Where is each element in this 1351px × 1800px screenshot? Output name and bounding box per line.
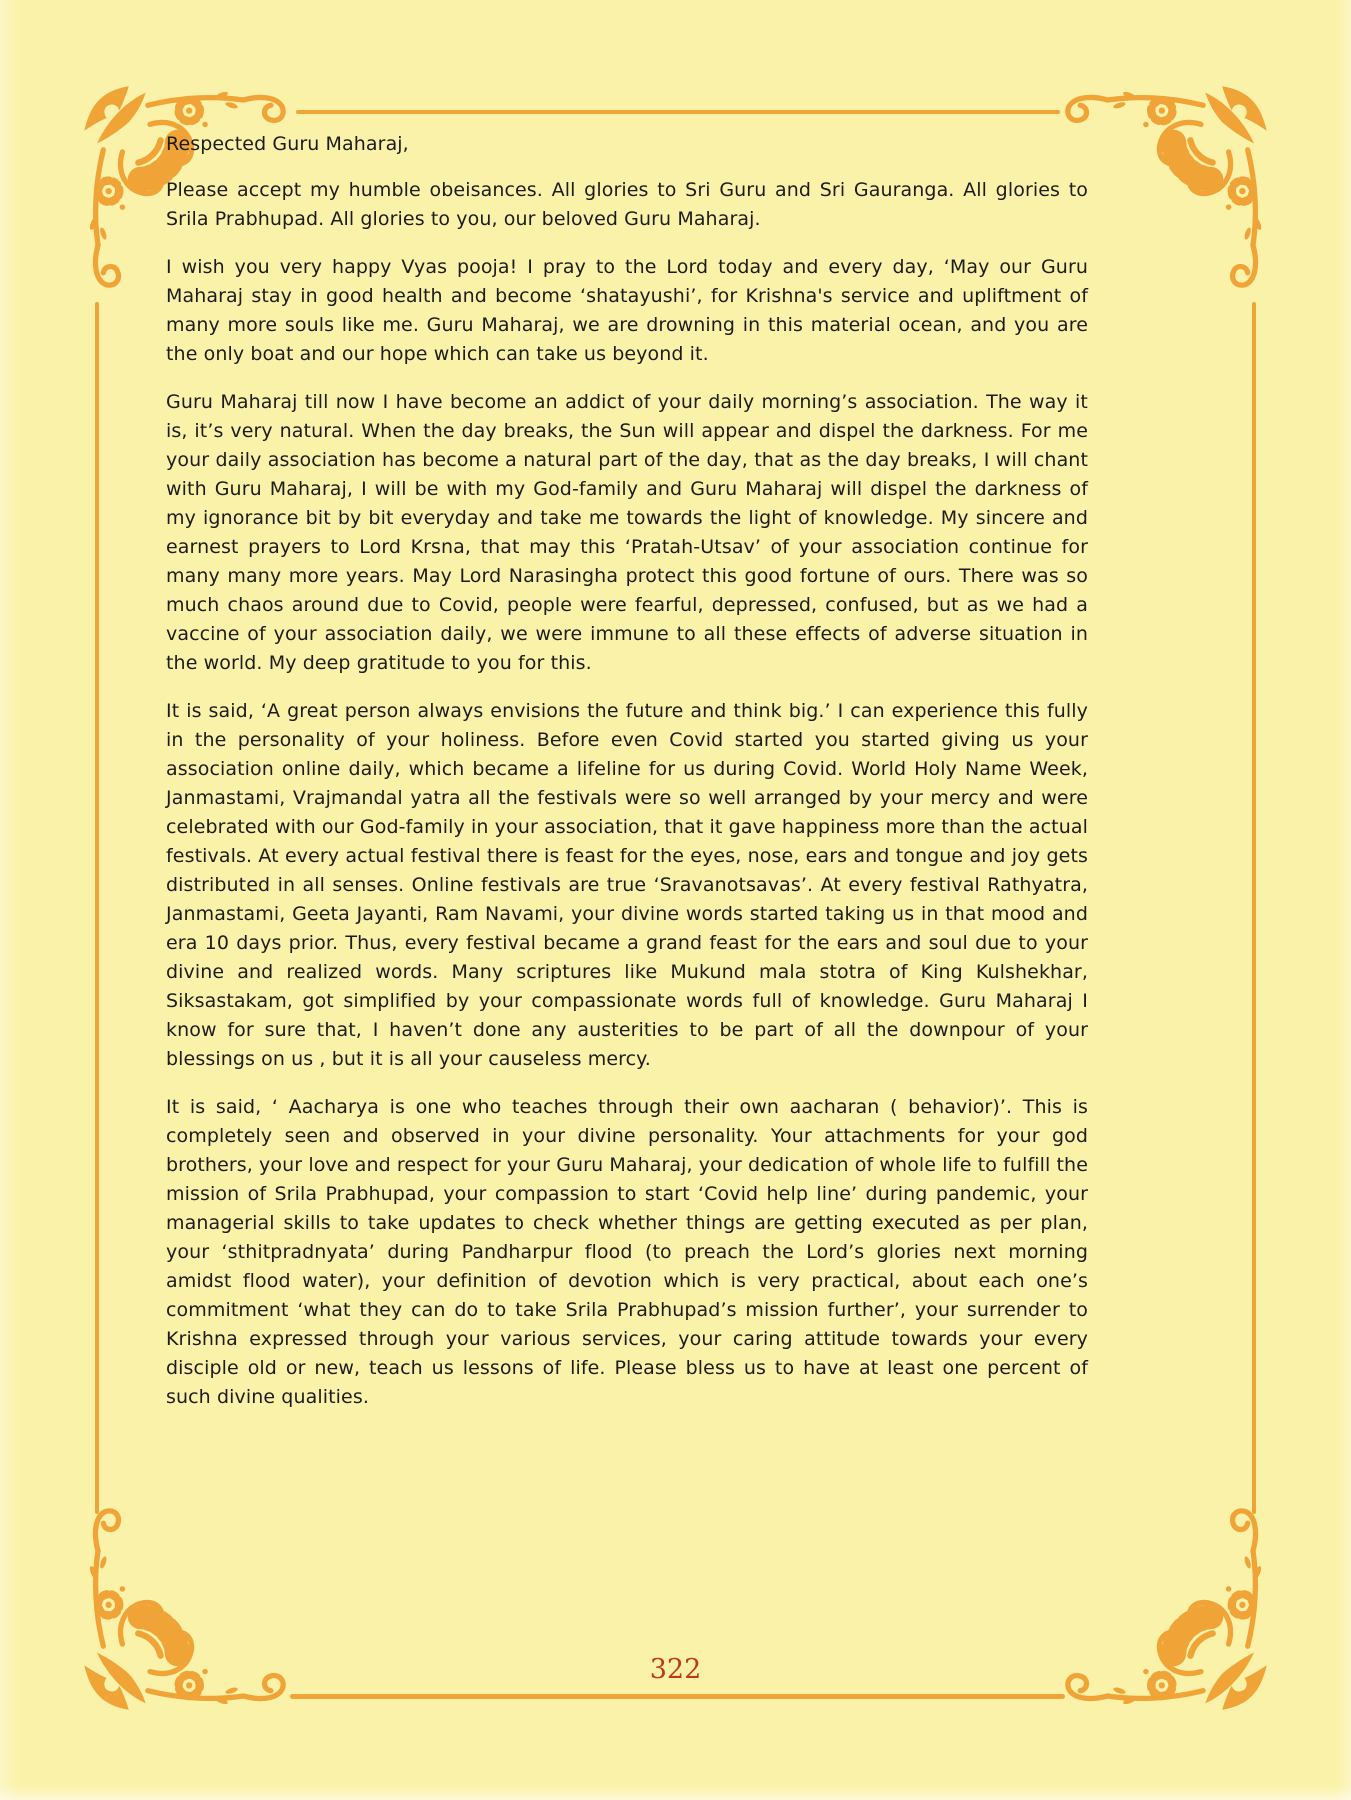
letter-salutation: Respected Guru Maharaj, xyxy=(166,133,409,155)
letter-paragraph-4: It is said, ‘A great person always envisions the future and think big.’ I can experience this fully in the personality of your holiness. Before even Covid started you started giving us your association online daily, which became a lifeline for us during Covid. World Holy Name Week, Janmastami, Vrajmandal yatra all the festivals were so well arranged by your mercy and were celebrated with our God-family in your association, that it gave happiness more than the actual festivals. At every actual festival there is feast for the eyes, nose, ears and tongue and joy gets distributed in all senses. Online festivals are true ‘Sravanotsavas’. At every festival Rathyatra, Janmastami, Geeta Jayanti, Ram Navami, your divine words started taking us in that mood and era 10 days prior. Thus, every festival became a grand feast for the ears and soul due to your divine and realized words. Many scriptures like Mukund mala stotra of King Kulshekhar, Siksastakam, got simplified by your compassionate words full of knowledge. Guru Maharaj I know for sure that, I haven’t done any austerities to be part of all the downpour of your blessings on us , but it is all your causeless mercy. xyxy=(166,700,1088,1070)
letter-paragraph-1: Please accept my humble obeisances. All glories to Sri Guru and Sri Gauranga. All glories to Srila Prabhupad. All glories to you, our beloved Guru Maharaj. xyxy=(166,179,1088,230)
letter-paragraph-2: I wish you very happy Vyas pooja! I pray to the Lord today and every day, ‘May our Guru Maharaj stay in good health and become ‘shatayushi’, for Krishna's service and upliftment of many more souls like me. Guru Maharaj, we are drowning in this material ocean, and you are the only boat and our hope which can take us beyond it. xyxy=(166,256,1088,365)
border-line-bottom xyxy=(290,1694,1065,1699)
page-number: 322 xyxy=(649,1654,702,1685)
letter-body xyxy=(166,130,1088,1431)
corner-ornament-top-right xyxy=(1059,82,1271,294)
border-line-left xyxy=(95,302,99,1514)
border-line-right xyxy=(1252,302,1256,1514)
letter-paragraph-3: Guru Maharaj till now I have become an addict of your daily morning’s association. The way it is, it’s very natural. When the day breaks, the Sun will appear and dispel the darkness. For me your daily association has become a natural part of the day, that as the day breaks, I will chant with Guru Maharaj, I will be with my God-family and Guru Maharaj will dispel the darkness of my ignorance bit by bit everyday and take me towards the light of knowledge. My sincere and earnest prayers to Lord Krsna, that may this ‘Pratah-Utsav’ of your association continue for many many more years. May Lord Narasingha protect this good fortune of ours. There was so much chaos around due to Covid, people were fearful, depressed, confused, but as we had a vaccine of your association daily, we were immune to all these effects of adverse situation in the world. My deep gratitude to you for this. xyxy=(166,391,1088,674)
border-line-top xyxy=(296,110,1060,114)
letter-paragraph-5: It is said, ‘ Aacharya is one who teaches through their own aacharan ( behavior)’. This is completely seen and observed in your divine personality. Your attachments for your god brothers, your love and respect for your Guru Maharaj, your dedication of whole life to fulfill the mission of Srila Prabhupad, your compassion to start ‘Covid help line’ during pandemic, your managerial skills to take updates to check whether things are getting executed as per plan, your ‘sthitpradnyata’ during Pandharpur flood (to preach the Lord’s glories next morning amidst flood water), your definition of devotion which is very practical, about each one’s commitment ‘what they can do to take Srila Prabhupad’s mission further’, your surrender to Krishna expressed through your various services, your caring attitude towards your every disciple old or new, teach us lessons of life. Please bless us to have at least one percent of such divine qualities. xyxy=(166,1096,1088,1408)
